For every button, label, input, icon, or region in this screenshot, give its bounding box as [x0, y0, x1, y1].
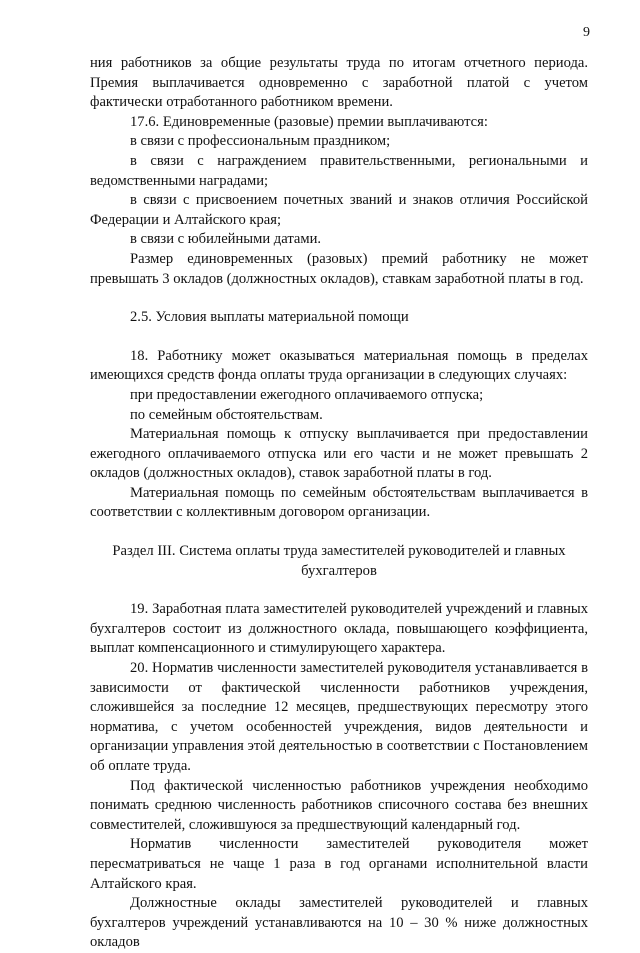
spacer: [90, 523, 588, 542]
paragraph-salaries: Должностные оклады заместителей руководителей и главных бухгалтеров учреждений устанавливаются на 10 – 30 % ниже должностных окладов: [90, 895, 588, 951]
paragraph-19: 19. Заработная плата заместителей руководителей учреждений и главных бухгалтеров состоит из должностного оклада, повышающего коэффициента, выплат компенсационного и стимулирующего характера.: [90, 601, 588, 657]
paragraph-family-aid: Материальная помощь по семейным обстоятельствам выплачивается в соответствии с коллективным договором организации.: [90, 484, 588, 521]
spacer: [90, 328, 588, 347]
paragraph-actual-headcount: Под фактической численностью работников учреждения необходимо понимать среднюю численность работников списочного состава без внешних совместителей, сложившуюся за предшествующий календарный год.: [90, 777, 588, 833]
paragraph-bonus-limit: Размер единовременных (разовых) премий работнику не может превышать 3 окладов (должностных окладов), ставкам заработной платы в год.: [90, 250, 588, 287]
document-body: [90, 54, 588, 953]
paragraph-18: 18. Работнику может оказываться материальная помощь в пределах имеющихся средств фонда оплаты труда организации в следующих случаях:: [90, 347, 588, 384]
subsection-heading-2-5: 2.5. Условия выплаты материальной помощи: [130, 309, 409, 326]
spacer: [90, 289, 588, 308]
paragraph-vacation-aid: Материальная помощь к отпуску выплачивается при предоставлении ежегодного оплачиваемого отпуска или его части и не может превышать 2 окладов (должностных окладов), ставок заработной платы в год.: [90, 426, 588, 482]
list-item-professional-holiday: в связи с профессиональным праздником;: [130, 133, 391, 150]
paragraph-one-time-bonus: 17.6. Единовременные (разовые) премии выплачиваются:: [130, 113, 488, 130]
list-item-anniversaries: в связи с юбилейными датами.: [130, 231, 322, 248]
paragraph-20: 20. Норматив численности заместителей руководителя устанавливается в зависимости от фактической численности работников учреждения, сложившейся за последние 12 месяцев, предшествующих пересмотру этого норматива, с учетом особенностей учреждения, видов деятельности и организации управления этой деятельностью в соответствии с Постановлением об оплате труда.: [90, 660, 588, 774]
paragraph-norm-revision: Норматив численности заместителей руководителя может пересматриваться не чаще 1 раза в год органами исполнительной власти Алтайского края.: [90, 836, 588, 892]
list-item-awards: в связи с награждением правительственными, региональными и ведомственными наградами;: [90, 152, 588, 189]
list-item-vacation: при предоставлении ежегодного оплачиваемого отпуска;: [130, 386, 484, 403]
list-item-honorary-titles: в связи с присвоением почетных званий и знаков отличия Российской Федерации и Алтайского края;: [90, 192, 588, 228]
page-number: 9: [583, 25, 590, 40]
section-heading-3: Раздел III. Система оплаты труда заместителей руководителей и главных бухгалтеров: [112, 543, 566, 579]
spacer: [90, 581, 588, 600]
paragraph-bonus-continuation: ния работников за общие результаты труда по итогам отчетного периода. Премия выплачивается одновременно с заработной платой с учетом фактически отработанного работником времени.: [90, 55, 588, 111]
list-item-family: по семейным обстоятельствам.: [130, 406, 323, 423]
